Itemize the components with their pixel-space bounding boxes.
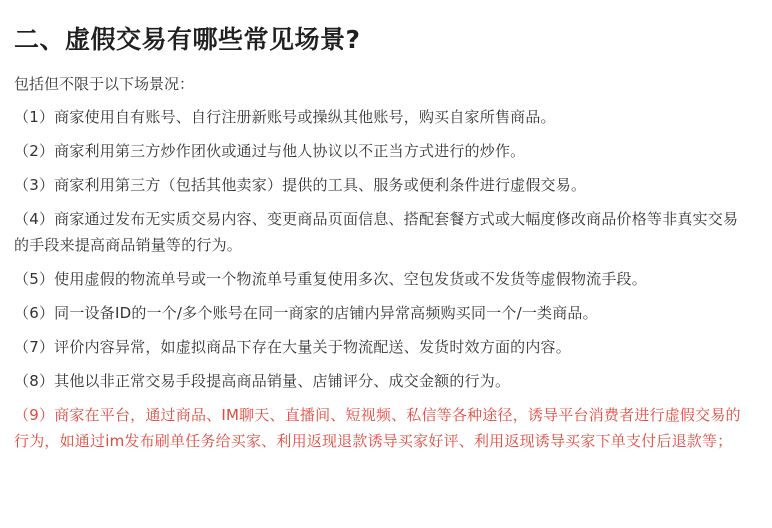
intro-text: 包括但不限于以下场景况： <box>14 75 195 93</box>
list-item: （3）商家利用第三方（包括其他卖家）提供的工具、服务或便利条件进行虚假交易。 <box>14 176 587 194</box>
list-item: （6）同一设备ID的一个/多个账号在同一商家的店铺内异常高频购买同一个/一类商品。 <box>14 304 598 322</box>
list-item: （8）其他以非正常交易手段提高商品销量、店铺评分、成交金额的行为。 <box>14 372 511 390</box>
list-item: （1）商家使用自有账号、自行注册新账号或操纵其他账号，购买自家所售商品。 <box>14 108 556 126</box>
list-item: （5）使用虚假的物流单号或一个物流单号重复使用多次、空包发货或不发货等虚假物流手段。 <box>14 270 647 288</box>
section-heading: 二、虚假交易有哪些常见场景? <box>14 25 361 54</box>
scenario-list <box>14 104 772 454</box>
list-item: （2）商家利用第三方炒作团伙或通过与他人协议以不正当方式进行的炒作。 <box>14 142 526 160</box>
list-item: （7）评价内容异常，如虚拟商品下存在大量关于物流配送、发货时效方面的内容。 <box>14 338 571 356</box>
list-item-highlighted: （9）商家在平台，通过商品、IM聊天、直播间、短视频、私信等各种途径，诱导平台消费者进行虚假交易的行为，如通过im发布刷单任务给买家、利用返现退款诱导买家好评、利用返现诱导买家下单支付后退款等； <box>14 406 741 450</box>
list-item: （4）商家通过发布无实质交易内容、变更商品页面信息、搭配套餐方式或大幅度修改商品价格等非真实交易的手段来提高商品销量等的行为。 <box>14 210 739 254</box>
